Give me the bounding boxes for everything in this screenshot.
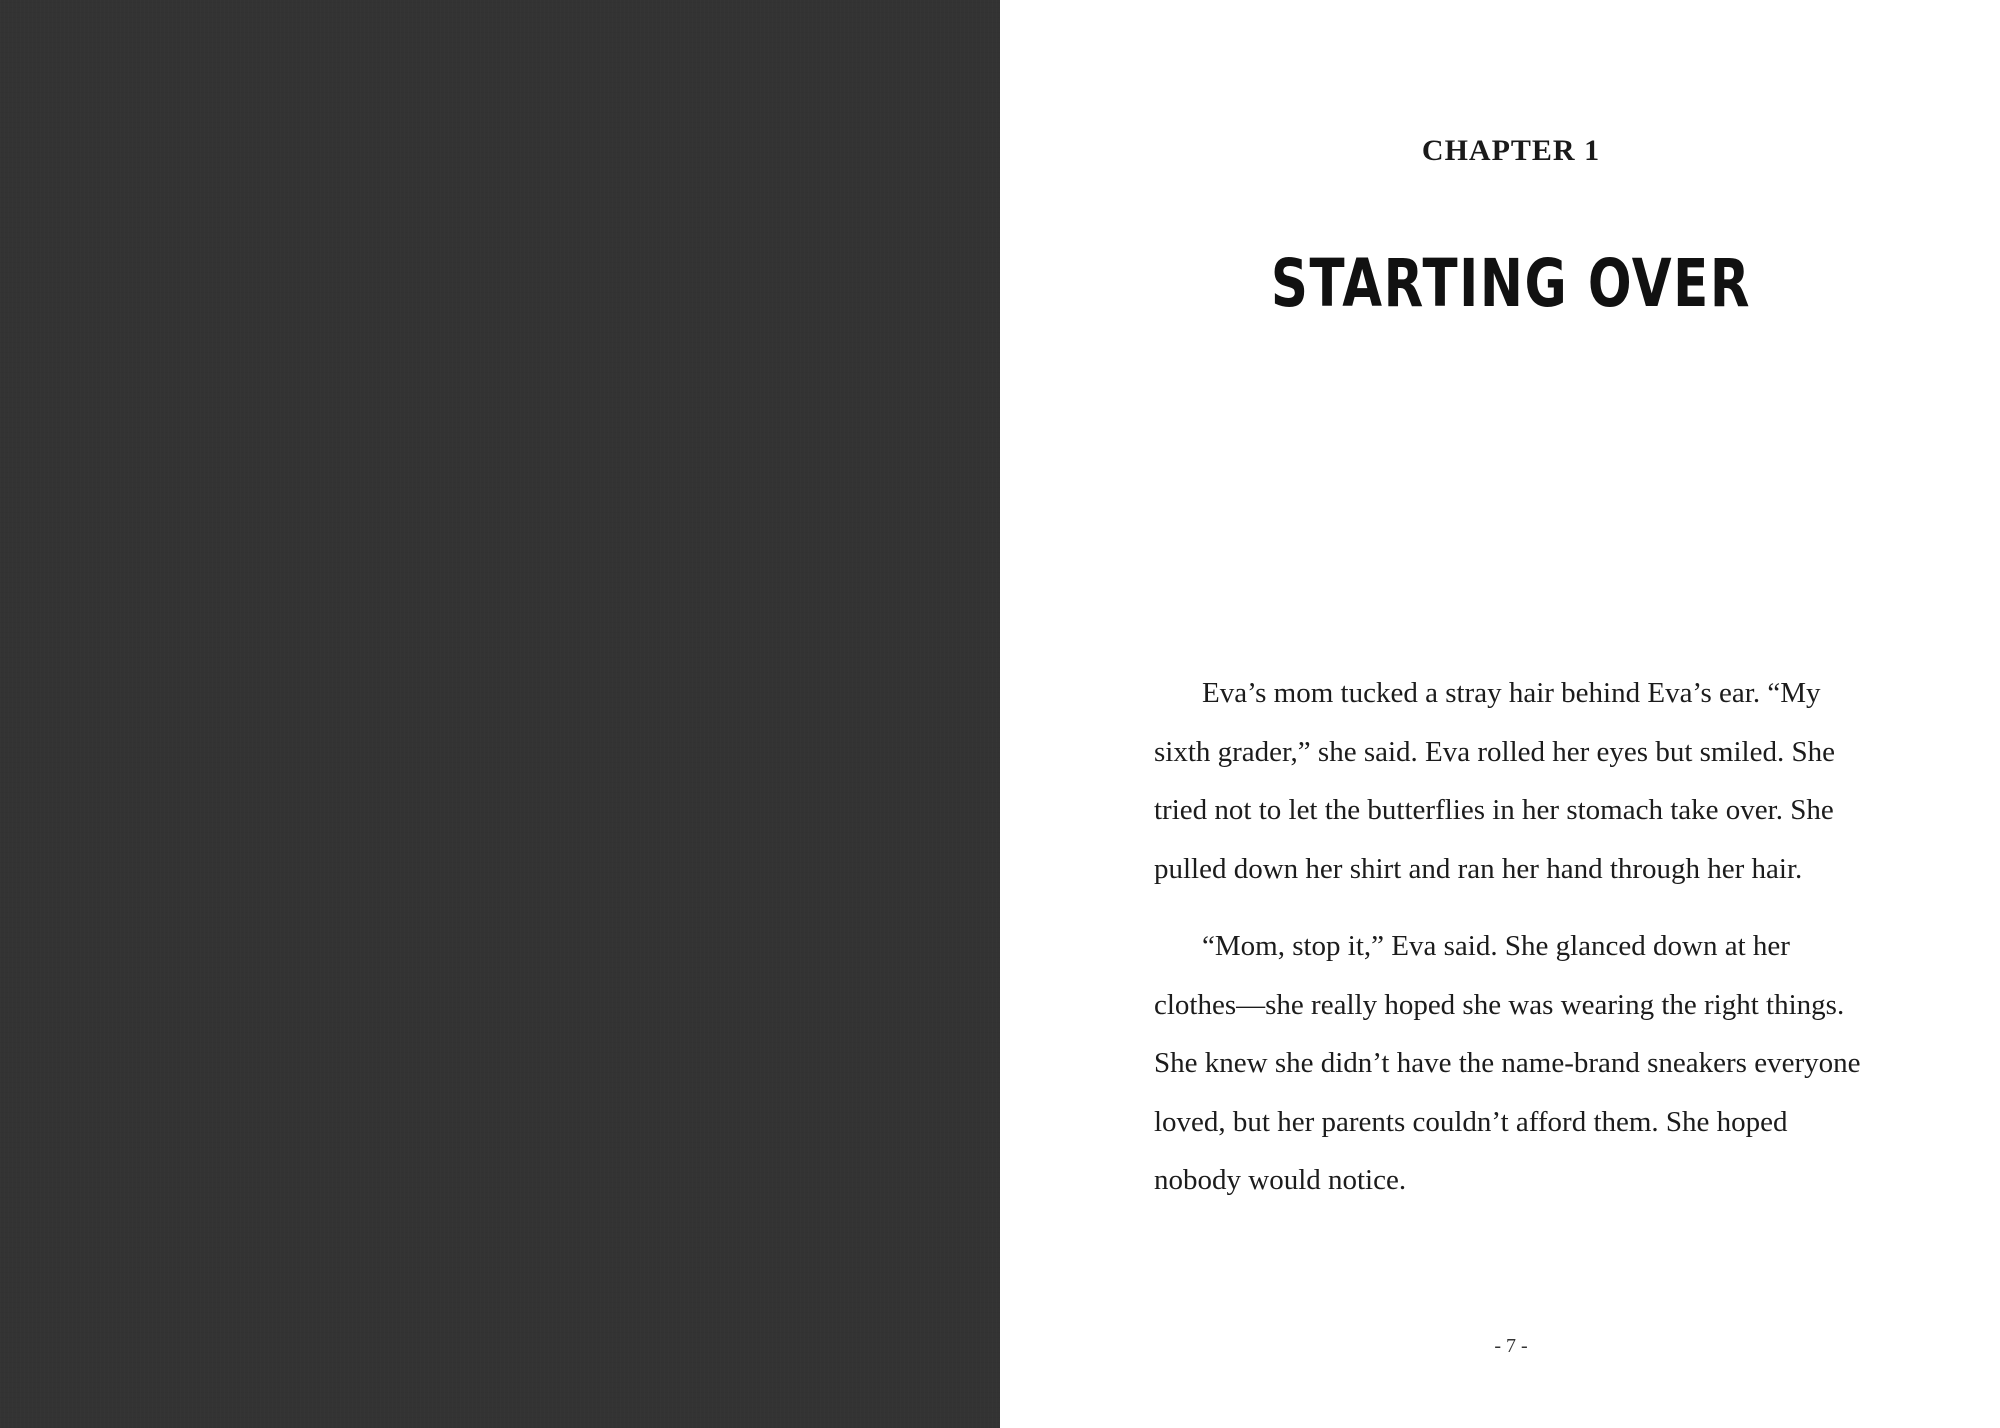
chapter-body-text <box>1154 664 1874 1229</box>
page-number: - 7 - <box>1494 1335 1528 1357</box>
chapter-title: STARTING OVER <box>1270 245 1752 322</box>
right-page <box>1000 0 2000 1428</box>
chapter-label: CHAPTER 1 <box>1421 134 1601 167</box>
paragraph-2: “Mom, stop it,” Eva said. She glanced down at her clothes—she really hoped she was wearing the right things. She knew she didn’t have the name-brand sneakers everyone loved, but her parents couldn’t afford them. She hoped nobody would notice. <box>1154 930 1861 1196</box>
paragraph-1: Eva’s mom tucked a stray hair behind Eva’s ear. “My sixth grader,” she said. Eva rolled her eyes but smiled. She tried not to let the butterflies in her stomach take over. She pulled down her shirt and ran her hand through her hair. <box>1154 677 1835 885</box>
